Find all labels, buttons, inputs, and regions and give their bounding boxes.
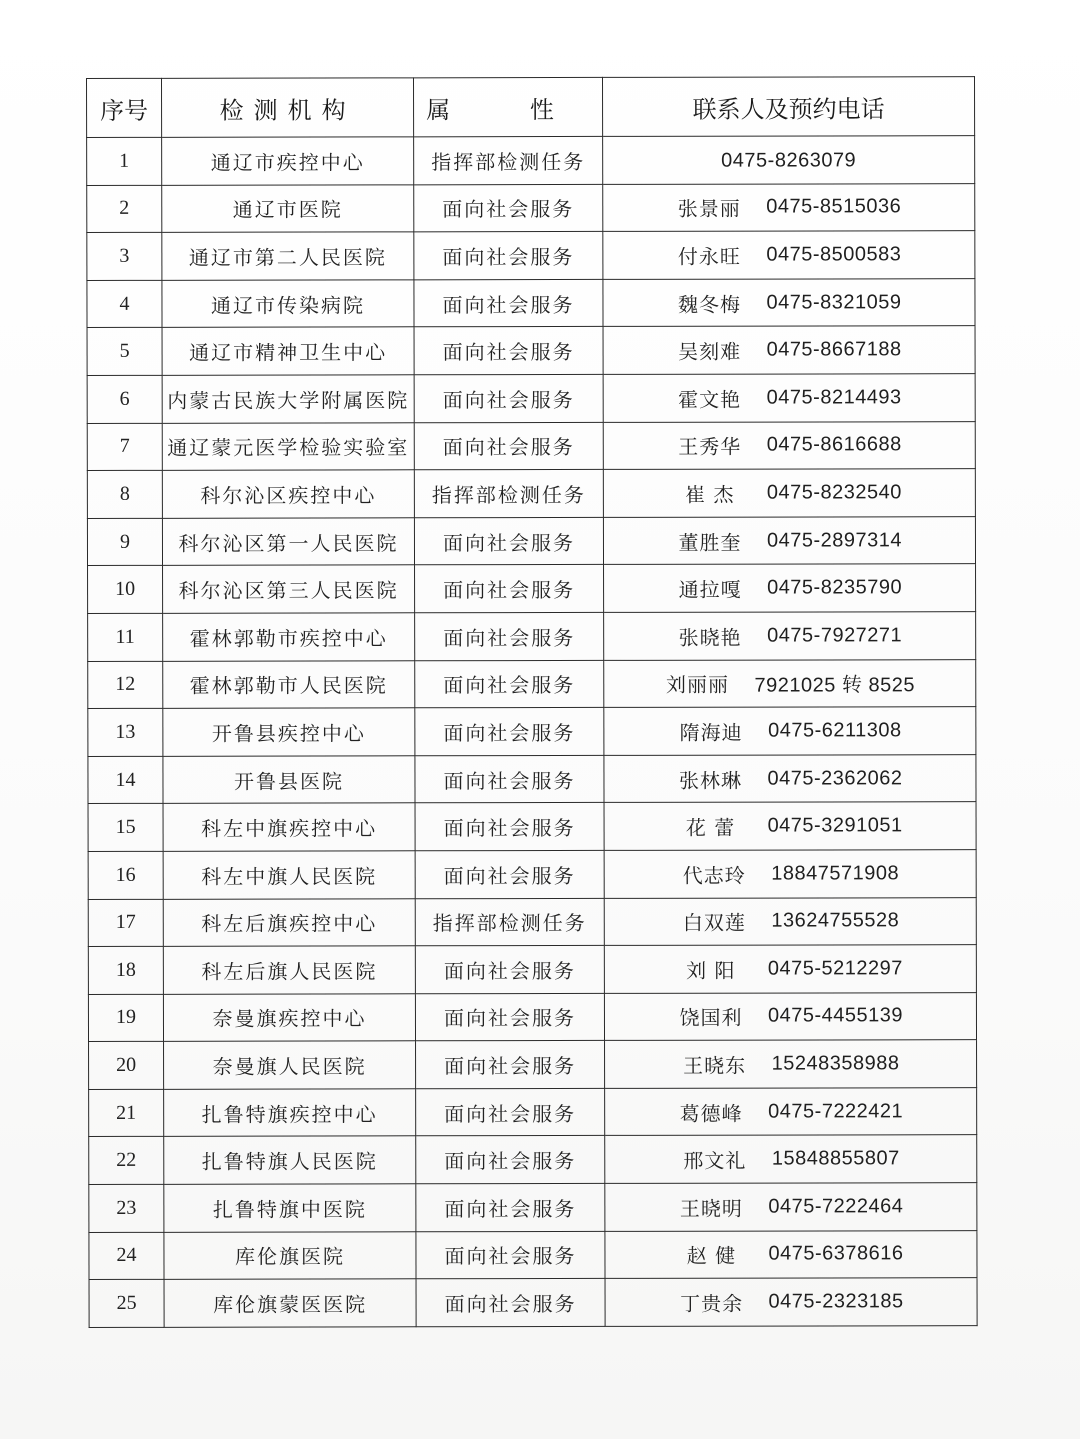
contact-phone-number: 15848855807: [771, 1147, 900, 1170]
attribute-cell: 面向社会服务: [416, 1136, 605, 1184]
contact-group: [681, 859, 899, 888]
institution-cell: 开鲁县医院: [163, 756, 415, 804]
institution-cell: 开鲁县疾控中心: [163, 708, 415, 756]
table-row: [87, 374, 975, 423]
contact-person-name: 白双莲: [682, 910, 746, 936]
contact-phone-number: 18847571908: [771, 862, 900, 885]
table-row: [87, 183, 975, 232]
serial-number-cell: 8: [87, 470, 162, 518]
table-row: [87, 516, 975, 565]
contact-phone-number: 0475-8321059: [766, 290, 902, 314]
institution-cell: 通辽蒙元医学检验实验室: [162, 422, 414, 470]
contact-group: [678, 954, 903, 983]
contact-phone-number: 13624755528: [771, 909, 900, 932]
attribute-cell: 面向社会服务: [415, 850, 604, 898]
contact-group: [677, 335, 902, 364]
contact-cell: [605, 1088, 977, 1136]
institution-cell: 扎鲁特旗中医院: [164, 1184, 416, 1232]
institution-cell: 通辽市医院: [162, 184, 414, 232]
contact-group: [676, 240, 901, 269]
table-body: [87, 136, 977, 1328]
serial-number-cell: 18: [88, 946, 163, 994]
contact-person-name: 吴刻难: [678, 339, 742, 364]
attribute-cell: 面向社会服务: [414, 517, 603, 565]
contact-phone-number: 7921025 转 8525: [754, 674, 916, 697]
institution-cell: 通辽市精神卫生中心: [162, 327, 414, 375]
table-row: [88, 945, 976, 994]
serial-number-cell: 23: [89, 1184, 164, 1232]
contact-cell: [604, 564, 976, 612]
attribute-cell: 面向社会服务: [414, 327, 603, 375]
institution-cell: 通辽市第二人民医院: [162, 232, 414, 280]
contact-group: [665, 669, 916, 699]
contact-person-name: 隋海迪: [679, 720, 743, 745]
contact-group: [678, 1097, 903, 1126]
contact-group: [677, 383, 902, 412]
contact-person-name: 丁贵余: [680, 1291, 744, 1316]
attribute-cell: 面向社会服务: [414, 232, 603, 280]
serial-number-cell: 5: [87, 328, 162, 376]
contact-group: [677, 478, 902, 507]
contact-person-name: 葛德峰: [679, 1101, 743, 1126]
contact-phone-number: 0475-8667188: [766, 338, 902, 361]
attribute-cell: 面向社会服务: [415, 612, 604, 660]
contact-phone-number: 0475-2897314: [766, 528, 902, 552]
contact-person-name: 代志玲: [682, 863, 746, 888]
contact-phone-number: 0475-6378616: [768, 1242, 904, 1266]
contact-cell: [604, 802, 976, 850]
institution-cell: 霍林郭勒市人民医院: [163, 660, 415, 708]
table-row: [89, 1040, 977, 1089]
contact-person-name: 张林琳: [678, 768, 742, 793]
header-attribute: 属 性: [414, 77, 603, 136]
table-row: [88, 564, 976, 613]
contact-phone-number: 0475-7927271: [767, 624, 903, 647]
table-row: [88, 612, 976, 661]
table-row: [89, 1230, 977, 1279]
header-contact-and-phone: 联系人及预约电话: [602, 77, 974, 137]
table-row: [88, 992, 976, 1041]
contact-cell: [603, 231, 975, 279]
contact-person-name: 霍文艳: [678, 387, 742, 412]
institution-cell: 奈曼旗疾控中心: [163, 993, 415, 1041]
contact-person-name: 魏冬梅: [677, 292, 741, 317]
contact-person-name: 刘 阳: [686, 958, 736, 983]
contact-group: [678, 1240, 903, 1269]
contact-cell: [603, 421, 975, 469]
table-row: [89, 1135, 977, 1184]
contact-phone-number: 0475-4455139: [767, 1004, 903, 1028]
serial-number-cell: 2: [87, 185, 162, 233]
contact-cell: [603, 326, 975, 374]
contact-person-name: 付永旺: [677, 244, 741, 269]
attribute-cell: 面向社会服务: [415, 708, 604, 756]
contact-group: [678, 1002, 903, 1031]
serial-number-cell: 21: [89, 1089, 164, 1137]
institution-cell: 科左中旗人民医院: [163, 851, 415, 899]
contact-group: [677, 764, 902, 793]
attribute-cell: 面向社会服务: [414, 279, 603, 327]
table-row: [87, 421, 975, 470]
contact-phone-number: 0475-3291051: [767, 814, 903, 837]
table-row: [87, 469, 975, 518]
contact-cell: [603, 136, 975, 184]
header-serial-number: 序号: [87, 78, 162, 137]
serial-number-cell: 12: [88, 661, 163, 709]
serial-number-cell: 6: [87, 375, 162, 423]
serial-number-cell: 7: [87, 423, 162, 471]
institution-cell: 通辽市传染病院: [162, 280, 414, 328]
serial-number-cell: 25: [89, 1280, 164, 1328]
table-row: [89, 1088, 977, 1137]
contact-phone-number: 0475-7222464: [768, 1195, 904, 1218]
contact-person-name: 饶国利: [679, 1006, 743, 1031]
contact-group: [677, 573, 902, 602]
table-row: [88, 802, 976, 851]
contact-cell: [605, 1230, 977, 1278]
table-row: [87, 231, 975, 280]
contact-group: [678, 716, 902, 745]
attribute-cell: 面向社会服务: [414, 184, 603, 232]
contact-person-name: 邢文礼: [683, 1148, 747, 1174]
institution-cell: 通辽市疾控中心: [162, 137, 414, 185]
contact-group: [681, 907, 899, 936]
contact-phone-number: 0475-8515036: [766, 195, 902, 218]
serial-number-cell: 1: [87, 137, 162, 185]
institution-cell: 扎鲁特旗疾控中心: [164, 1089, 416, 1137]
table-row: [87, 326, 975, 375]
contact-cell: [603, 469, 975, 517]
contact-cell: [605, 1135, 977, 1183]
serial-number-cell: 20: [89, 1042, 164, 1090]
contact-group: [677, 621, 902, 650]
contact-cell: [604, 612, 976, 660]
contact-cell: [603, 374, 975, 422]
attribute-cell: 指挥部检测任务: [414, 136, 603, 184]
institution-cell: 科左中旗疾控中心: [163, 803, 415, 851]
contact-cell: [603, 516, 975, 564]
institution-cell: 科左后旗疾控中心: [163, 898, 415, 946]
contact-phone-number: 0475-7222421: [768, 1099, 904, 1123]
institution-cell: 科尔沁区第一人民医院: [162, 518, 414, 566]
contact-group: [682, 1049, 900, 1078]
contact-group: [678, 1192, 903, 1221]
serial-number-cell: 15: [88, 804, 163, 852]
contact-cell: [605, 1278, 977, 1326]
contact-group: [679, 1287, 904, 1316]
serial-number-cell: 24: [89, 1232, 164, 1280]
attribute-cell: 面向社会服务: [415, 755, 604, 803]
contact-phone-number: 0475-8235790: [767, 576, 903, 599]
institution-cell: 库伦旗蒙医医院: [164, 1279, 416, 1327]
contact-person-name: 王晓东: [683, 1053, 747, 1078]
attribute-cell: 面向社会服务: [416, 1041, 605, 1089]
contact-person-name: 刘丽丽: [666, 672, 730, 698]
institution-cell: 霍林郭勒市疾控中心: [163, 613, 415, 661]
table-row: [87, 278, 975, 327]
attribute-cell: 面向社会服务: [416, 1183, 605, 1231]
contact-cell: [604, 659, 976, 707]
serial-number-cell: 9: [87, 518, 162, 566]
contact-phone-number: 0475-8263079: [721, 149, 857, 172]
institution-cell: 科尔沁区第三人民医院: [163, 565, 415, 613]
contact-phone-number: 0475-8214493: [766, 386, 902, 409]
contact-cell: [604, 850, 976, 898]
serial-number-cell: 10: [88, 566, 163, 614]
attribute-cell: 面向社会服务: [415, 660, 604, 708]
contact-cell: [604, 707, 976, 755]
contact-cell: [605, 1183, 977, 1231]
table-row: [89, 1278, 977, 1327]
contact-phone-number: 0475-6211308: [768, 719, 902, 742]
attribute-cell: 面向社会服务: [415, 565, 604, 613]
attribute-cell: 面向社会服务: [416, 1279, 605, 1327]
attribute-cell: 面向社会服务: [416, 1088, 605, 1136]
contact-person-name: 崔 杰: [685, 482, 735, 507]
serial-number-cell: 17: [88, 899, 163, 947]
serial-number-cell: 13: [88, 708, 163, 756]
contact-cell: [604, 945, 976, 993]
contact-cell: [603, 183, 975, 231]
attribute-cell: 指挥部检测任务: [415, 898, 604, 946]
contact-person-name: 董胜奎: [678, 530, 742, 555]
institution-cell: 科尔沁区疾控中心: [162, 470, 414, 518]
table-row: [89, 1183, 977, 1232]
contact-cell: [604, 992, 976, 1040]
attribute-cell: 指挥部检测任务: [414, 470, 603, 518]
table-row: [88, 897, 976, 946]
contact-phone-number: 0475-2362062: [767, 766, 903, 790]
contact-group: [676, 193, 901, 222]
contact-cell: [605, 1040, 977, 1088]
contact-cell: [604, 897, 976, 945]
contact-group: [677, 431, 902, 460]
contact-group: [677, 526, 902, 555]
serial-number-cell: 14: [88, 756, 163, 804]
attribute-cell: 面向社会服务: [414, 374, 603, 422]
attribute-cell: 面向社会服务: [416, 1231, 605, 1279]
contact-person-name: 王晓明: [679, 1196, 743, 1221]
attribute-cell: 面向社会服务: [414, 422, 603, 470]
table-row: [88, 707, 976, 756]
contact-phone-number: 0475-8500583: [766, 243, 902, 266]
contact-person-name: 赵 健: [686, 1244, 737, 1269]
contact-phone-number: 0475-5212297: [767, 957, 903, 980]
attribute-cell: 面向社会服务: [415, 803, 604, 851]
testing-institutions-table: [86, 76, 978, 1328]
attribute-cell: 面向社会服务: [415, 993, 604, 1041]
serial-number-cell: 4: [87, 280, 162, 328]
table-row: [87, 136, 975, 185]
serial-number-cell: 3: [87, 233, 162, 281]
contact-cell: [603, 278, 975, 326]
table-row: [88, 850, 976, 899]
contact-person-name: 花 蕾: [685, 815, 736, 840]
contact-group: [676, 288, 901, 317]
contact-person-name: 王秀华: [678, 434, 742, 460]
contact-person-name: 通拉嘎: [678, 577, 742, 602]
contact-group: [721, 149, 856, 172]
institution-cell: 科左后旗人民医院: [163, 946, 415, 994]
serial-number-cell: 22: [89, 1137, 164, 1185]
institution-cell: 库伦旗医院: [164, 1231, 416, 1279]
contact-person-name: 张景丽: [677, 197, 741, 222]
contact-person-name: 张晓艳: [678, 625, 742, 650]
table-row: [88, 659, 976, 708]
contact-group: [682, 1145, 900, 1174]
contact-phone-number: 0475-8616688: [766, 433, 902, 456]
institution-cell: 奈曼旗人民医院: [164, 1041, 416, 1089]
table-header-row: [87, 77, 975, 138]
contact-phone-number: 0475-2323185: [768, 1290, 904, 1313]
serial-number-cell: 19: [88, 994, 163, 1042]
attribute-cell: 面向社会服务: [415, 946, 604, 994]
contact-cell: [604, 754, 976, 802]
contact-phone-number: 15248358988: [771, 1052, 900, 1075]
institution-cell: 扎鲁特旗人民医院: [164, 1136, 416, 1184]
contact-phone-number: 0475-8232540: [766, 481, 902, 504]
contact-group: [678, 811, 903, 840]
table-row: [88, 754, 976, 803]
serial-number-cell: 11: [88, 613, 163, 661]
header-testing-institution: 检测机构: [162, 78, 414, 138]
serial-number-cell: 16: [88, 851, 163, 899]
institution-cell: 内蒙古民族大学附属医院: [162, 375, 414, 423]
